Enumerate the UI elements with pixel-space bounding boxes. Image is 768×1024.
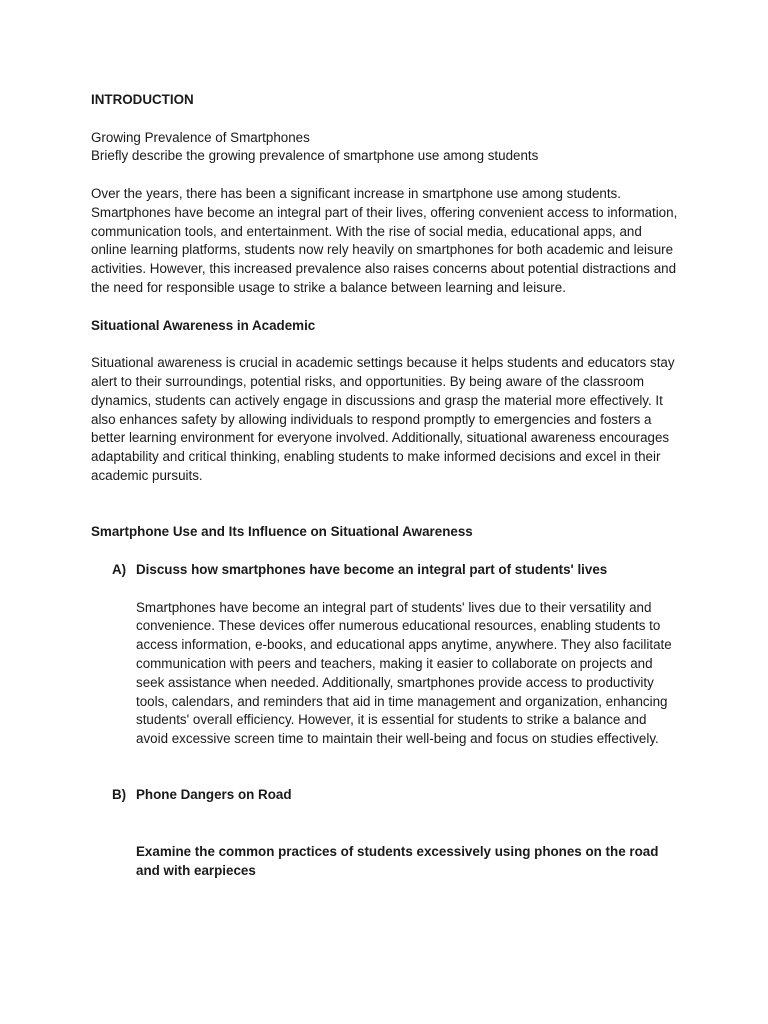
list-item-a [91, 561, 681, 580]
list-label-b: Phone Dangers on Road [136, 787, 292, 803]
intro-prompt: Briefly describe the growing prevalence of smartphone use among students [91, 148, 539, 164]
item-a-paragraph: Smartphones have become an integral part of students' lives due to their versatility and convenience. These devices offer numerous educational resources, enabling students to access information, e-books, and educational apps anytime, anywhere. They also facilitate communication with peers and teachers, making it easier to collaborate on projects and seek assistance when needed. Additionally, smartphones provide access to productivity tools, calendars, and reminders that aid in time management and organization, enhancing students' overall efficiency. However, it is essential for students to strike a balance and avoid excessive screen time to maintain their well-being and focus on studies effectively. [136, 599, 672, 747]
intro-paragraph: Over the years, there has been a significant increase in smartphone use among students. Smartphones have become an integral part of their lives, offering convenient access to information, communication tools, and entertainment. With the rise of social media, educational apps, and online learning platforms, students now rely heavily on smartphones for both academic and leisure activities. However, this increased prevalence also raises concerns about potential distractions and the need for responsible usage to strike a balance between learning and leisure. [91, 185, 678, 295]
document-page [91, 91, 681, 880]
influence-heading: Smartphone Use and Its Influence on Situational Awareness [91, 524, 473, 540]
intro-heading: INTRODUCTION [91, 92, 194, 107]
item-b-prompt: Examine the common practices of students excessively using phones on the road and with earpieces [136, 843, 659, 878]
intro-subheading: Growing Prevalence of Smartphones [91, 129, 310, 145]
situational-paragraph: Situational awareness is crucial in academic settings because it helps students and educators stay alert to their surroundings, potential risks, and opportunities. By being aware of the classroom dynamics, students can actively engage in discussions and grasp the material more effectively. It also enhances safety by allowing individuals to respond promptly to emergencies and fosters a better learning environment for everyone involved. Additionally, situational awareness encourages adaptability and critical thinking, enabling students to make informed decisions and excel in their academic pursuits. [91, 355, 675, 483]
list-marker-a: A) [112, 561, 127, 577]
list-label-a: Discuss how smartphones have become an integral part of students' lives [136, 561, 608, 577]
list-marker-b: B) [112, 787, 127, 803]
list-item-b [91, 786, 681, 805]
situational-heading: Situational Awareness in Academic [91, 317, 316, 333]
